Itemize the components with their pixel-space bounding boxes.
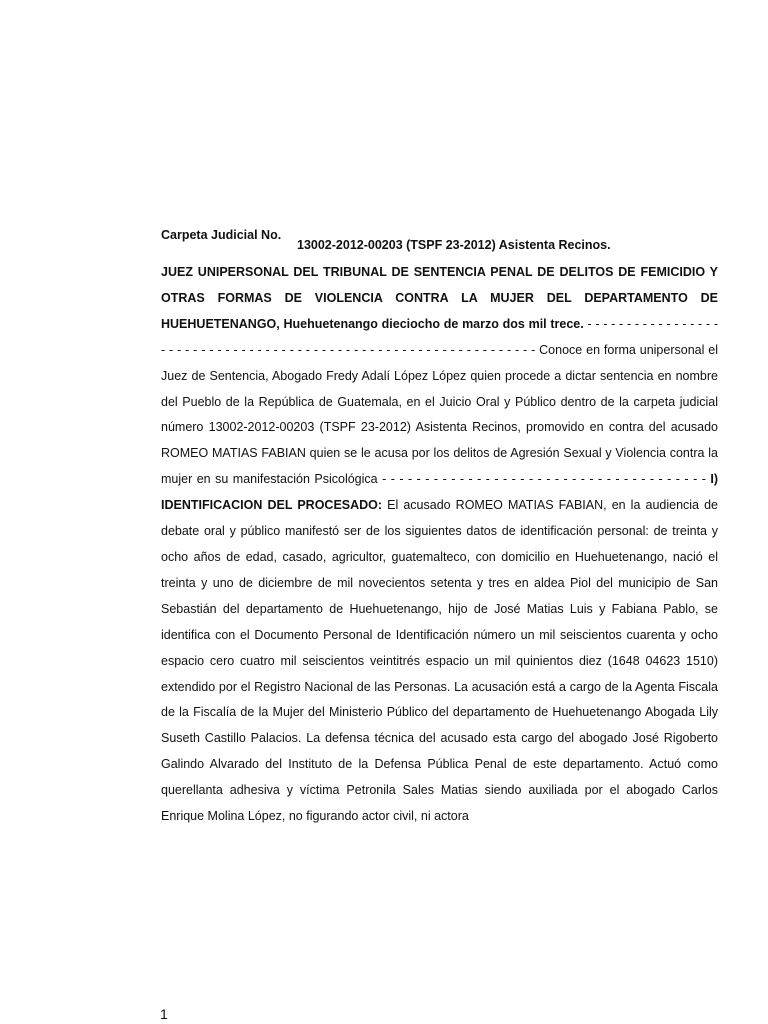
section-dash: - <box>701 472 711 487</box>
heading-dashes: - - - - - - - - - - - - - - - - - - - - - - - - - - - - - - - - - - - - - - - - - - - - - - - - - - - - - - - - - - - - <box>161 316 718 357</box>
section-title: I) IDENTIFICACION DEL PROCESADO: <box>161 472 718 513</box>
intro-lead-dashes: - - - - <box>506 342 536 357</box>
heading-paragraph <box>161 260 718 830</box>
section-paragraph: El acusado ROMEO MATIAS FABIAN, en la audiencia de debate oral y público manifestó ser de los siguientes datos de identificación personal: de treinta y ocho años de edad, casado, agricultor, guatemalteco, con domicilio en Huehuetenango, nació el treinta y uno de diciembre de mil novecientos setenta y tres en aldea Piol del municipio de San Sebastián del departamento de Huehuetenango, hijo de José Matias Luis y Fabiana Pablo, se identifica con el Documento Personal de Identificación número un mil seiscientos cuarenta y ocho espacio cero cuatro mil seiscientos veintitrés espacio un mil quinientos diez (1648 04623 1510) extendido por el Registro Nacional de las Personas. La acusación está a cargo de la Agenta Fiscala de la Fiscalía de la Mujer del Ministerio Público del departamento de Huehuetenango Abogada Lily Suseth Castillo Palacios. La defensa técnica del acusado esta cargo del abogado José Rigoberto Galindo Alvarado del Instituto de la Defensa Pública Penal de este departamento. Actuó como querellanta adhesiva y víctima Petronila Sales Matias siendo auxiliada por el abogado Carlos Enrique Molina López, no figurando actor civil, ni actora <box>161 498 718 824</box>
intro-paragraph: Conoce en forma unipersonal el Juez de Sentencia, Abogado Fredy Adalí López López quien procede a dictar sentencia en nombre del Pueblo de la República de Guatemala, en el Juicio Oral y Público dentro de la carpeta judicial número 13002-2012-00203 (TSPF 23-2012) Asistenta Recinos, promovido en contra del acusado ROMEO MATIAS FABIAN quien se le acusa por los delitos de Agresión Sexual y Violencia contra la mujer en su manifestación Psicológica <box>161 342 718 487</box>
page-number: 1 <box>160 1006 168 1022</box>
case-label: Carpeta Judicial No. <box>161 228 282 242</box>
document-body <box>161 260 718 830</box>
case-header <box>161 228 721 258</box>
intro-dashes: - - - - - - - - - - - - - - - - - - - - - - - - - - - - - - - - - - - - - <box>377 472 698 487</box>
court-heading: JUEZ UNIPERSONAL DEL TRIBUNAL DE SENTENCIA PENAL DE DELITOS DE FEMICIDIO Y OTRAS FORMAS DE VIOLENCIA CONTRA LA MUJER DEL DEPARTAMENTO DE HUEHUETENANGO, Huehuetenango dieciocho de marzo dos mil trece. <box>161 265 718 331</box>
case-number: 13002-2012-00203 (TSPF 23-2012) Asistenta Recinos. <box>297 238 611 252</box>
